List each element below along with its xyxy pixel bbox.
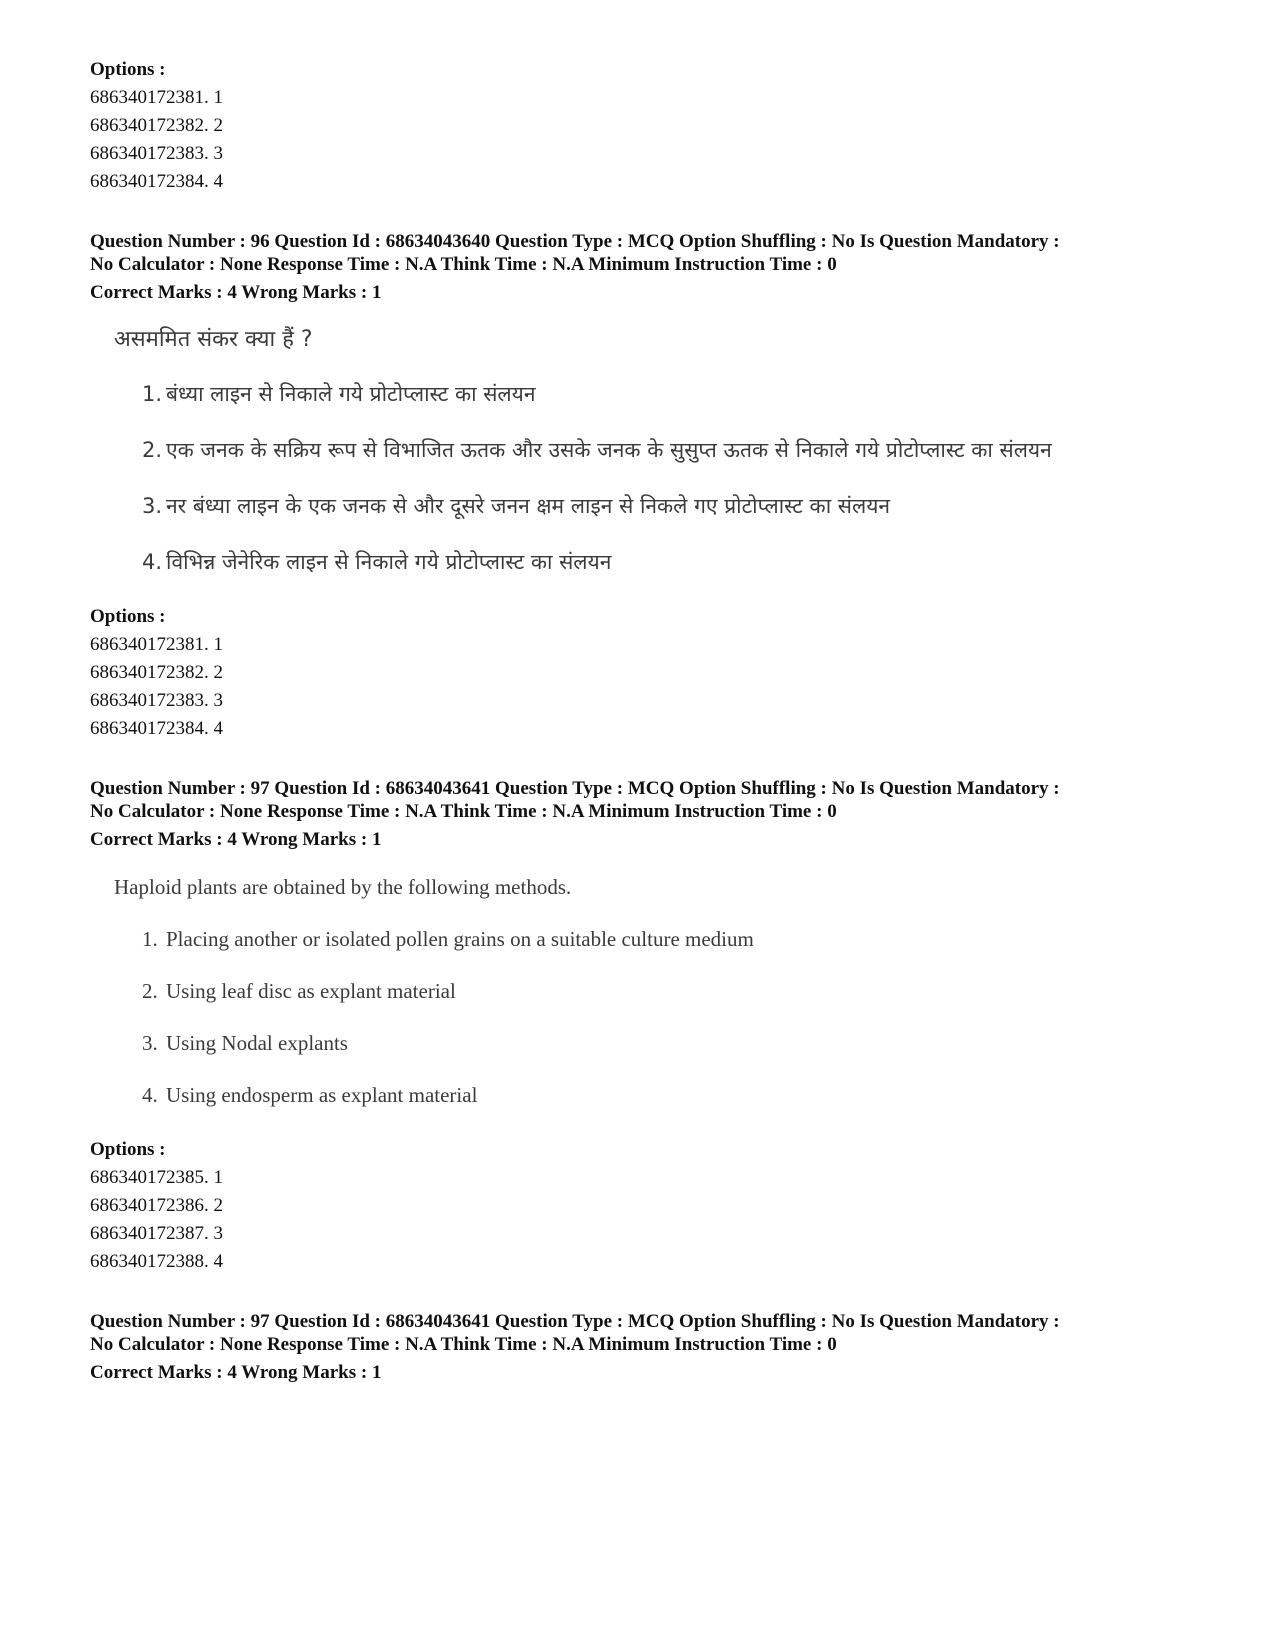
question-item-1 <box>142 379 1190 409</box>
question-97 <box>90 777 1190 1276</box>
question-item-4 <box>142 547 1190 577</box>
question-96 <box>90 230 1190 743</box>
item-number: 3. <box>142 1031 158 1055</box>
option-1: 686340172381. 1 <box>90 634 223 655</box>
question-marks: Correct Marks : 4 Wrong Marks : 1 <box>90 1362 382 1383</box>
option-4: 686340172388. 4 <box>90 1251 223 1272</box>
item-number: 2. <box>142 979 158 1003</box>
item-number: 3. <box>142 494 163 518</box>
item-text: विभिन्न जेनेरिक लाइन से निकाले गये प्रोटोप्लास्ट का संलयन <box>166 550 612 574</box>
item-text: नर बंध्या लाइन के एक जनक से और दूसरे जनन क्षम लाइन से निकले गए प्रोटोप्लास्ट का संलयन <box>166 494 891 518</box>
item-text: बंध्या लाइन से निकाले गये प्रोटोप्लास्ट का संलयन <box>166 382 536 406</box>
item-number: 1. <box>142 927 158 951</box>
question-item-2 <box>142 976 1190 1006</box>
option-4: 686340172384. 4 <box>90 718 223 739</box>
question-marks: Correct Marks : 4 Wrong Marks : 1 <box>90 829 382 850</box>
options-block <box>90 56 1190 196</box>
question-item-3 <box>142 1028 1190 1058</box>
option-3: 686340172383. 3 <box>90 143 223 164</box>
option-3: 686340172383. 3 <box>90 690 223 711</box>
options-block <box>90 1136 1190 1276</box>
options-label: Options : <box>90 1139 166 1160</box>
question-meta-line-2: No Calculator : None Response Time : N.A Think Time : N.A Minimum Instruction Time : 0 <box>90 1334 837 1355</box>
question-meta-line-1: Question Number : 97 Question Id : 68634043641 Question Type : MCQ Option Shuffling : No Is Question Mandatory : <box>90 778 1060 799</box>
option-1: 686340172385. 1 <box>90 1167 223 1188</box>
question-body <box>114 325 1190 577</box>
question-meta-line-1: Question Number : 96 Question Id : 68634043640 Question Type : MCQ Option Shuffling : No Is Question Mandatory : <box>90 231 1060 252</box>
document-page <box>90 56 1190 1387</box>
question-97-repeat <box>90 1310 1190 1387</box>
option-2: 686340172382. 2 <box>90 115 223 136</box>
option-4: 686340172384. 4 <box>90 171 223 192</box>
item-text: Using leaf disc as explant material <box>166 979 456 1003</box>
options-block <box>90 603 1190 743</box>
item-number: 2. <box>142 438 163 462</box>
option-2: 686340172382. 2 <box>90 662 223 683</box>
item-number: 4. <box>142 1083 158 1107</box>
item-number: 1. <box>142 382 163 406</box>
question-item-1 <box>142 924 1190 954</box>
item-text: Using endosperm as explant material <box>166 1083 478 1107</box>
option-3: 686340172387. 3 <box>90 1223 223 1244</box>
options-label: Options : <box>90 59 166 80</box>
item-text: Placing another or isolated pollen grains on a suitable culture medium <box>166 927 754 951</box>
options-label: Options : <box>90 606 166 627</box>
question-item-2 <box>142 435 1190 465</box>
question-marks: Correct Marks : 4 Wrong Marks : 1 <box>90 282 382 303</box>
question-item-3 <box>142 491 1190 521</box>
item-text: Using Nodal explants <box>166 1031 348 1055</box>
question-meta-line-1: Question Number : 97 Question Id : 68634043641 Question Type : MCQ Option Shuffling : No Is Question Mandatory : <box>90 1311 1060 1332</box>
option-2: 686340172386. 2 <box>90 1195 223 1216</box>
option-1: 686340172381. 1 <box>90 87 223 108</box>
item-number: 4. <box>142 550 163 574</box>
question-body <box>114 872 1190 1110</box>
question-meta-line-2: No Calculator : None Response Time : N.A Think Time : N.A Minimum Instruction Time : 0 <box>90 801 837 822</box>
item-text: एक जनक के सक्रिय रूप से विभाजित ऊतक और उसके जनक के सुसुप्त ऊतक से निकाले गये प्रोटोप्लास्ट का संलयन <box>166 438 1052 462</box>
question-title: Haploid plants are obtained by the following methods. <box>114 875 572 899</box>
question-meta-line-2: No Calculator : None Response Time : N.A Think Time : N.A Minimum Instruction Time : 0 <box>90 254 837 275</box>
question-title: असममित संकर क्या हैं ? <box>114 327 313 352</box>
question-item-4 <box>142 1080 1190 1110</box>
